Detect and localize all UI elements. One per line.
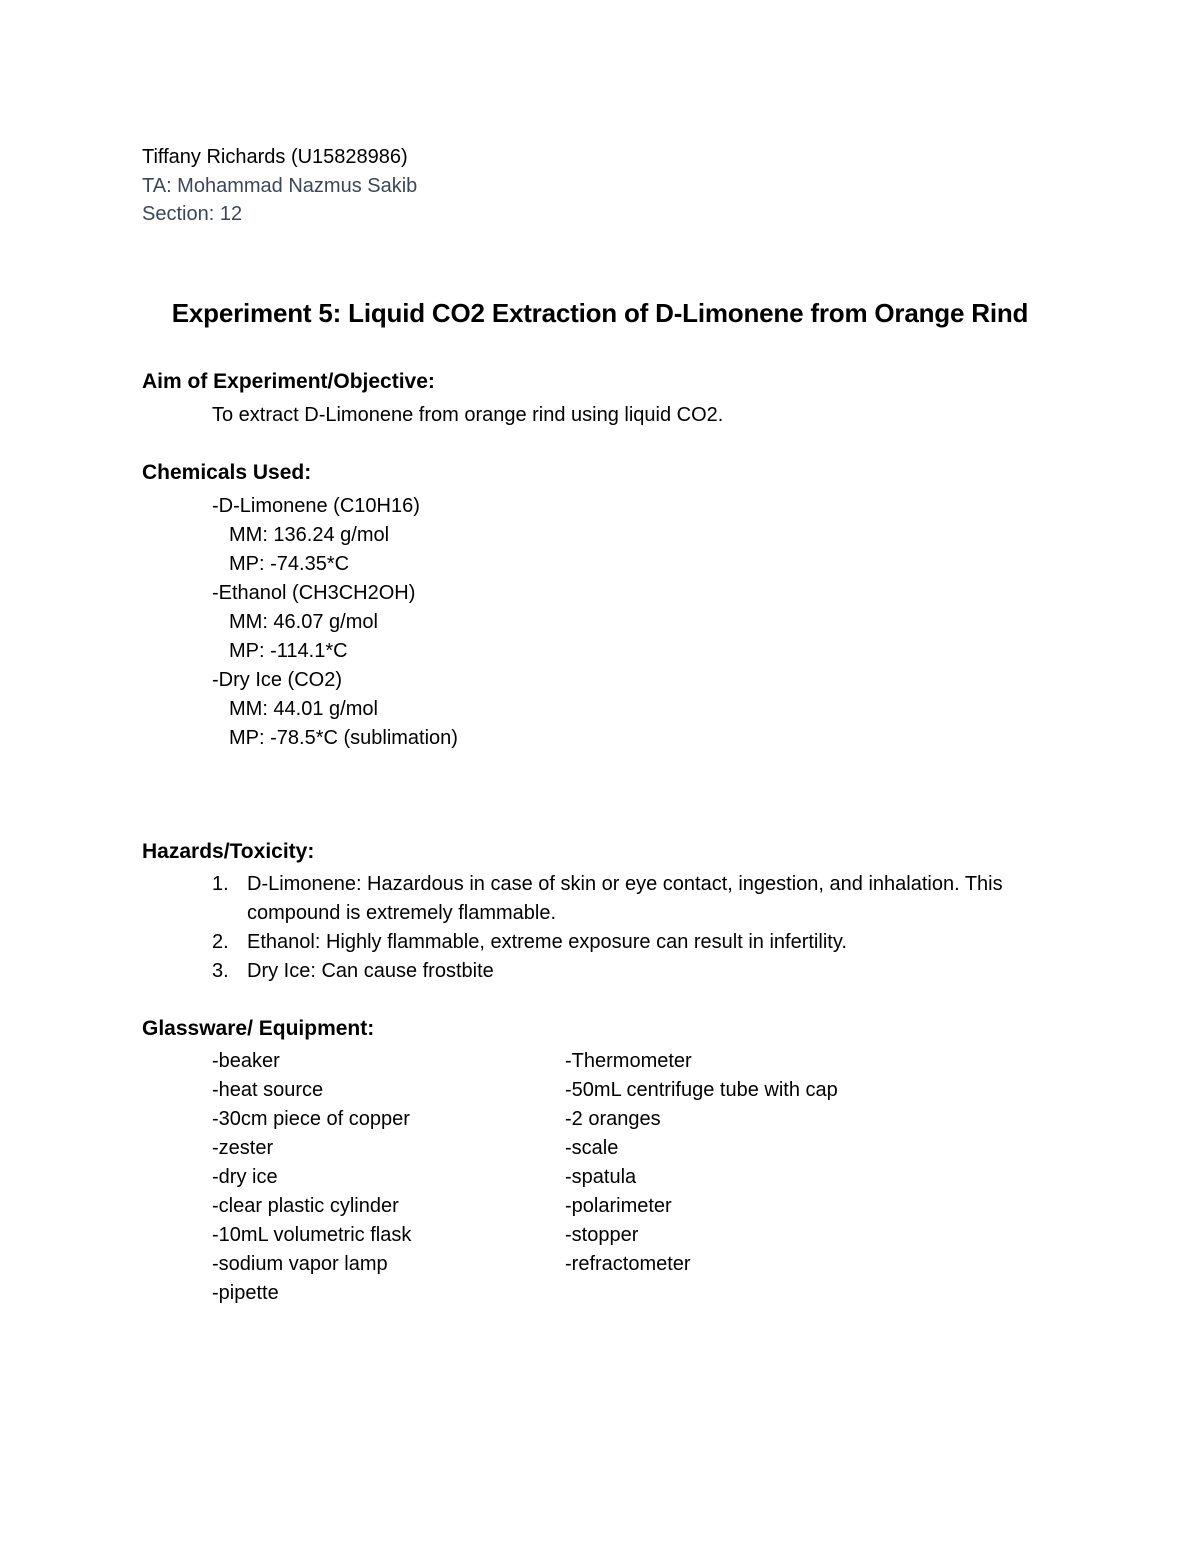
equipment-heading: Glassware/ Equipment: (142, 1017, 375, 1040)
equipment-item: -50mL centrifuge tube with cap (565, 1079, 838, 1101)
equipment-list-left (212, 1047, 411, 1308)
chemical-melting-point: MP: -78.5*C (sublimation) (229, 727, 458, 749)
hazard-item (212, 928, 1072, 957)
hazard-item (212, 870, 1072, 928)
equipment-item: -scale (565, 1137, 619, 1159)
equipment-list-right (565, 1047, 838, 1279)
chemical-name: -Ethanol (CH3CH2OH) (212, 582, 416, 604)
equipment-item: -30cm piece of copper (212, 1108, 410, 1130)
chemicals-heading: Chemicals Used: (142, 461, 312, 484)
header-block (142, 143, 417, 229)
equipment-item: -polarimeter (565, 1195, 672, 1217)
chemical-molar-mass: MM: 136.24 g/mol (229, 524, 390, 546)
equipment-item: -refractometer (565, 1253, 691, 1275)
chemical-molar-mass: MM: 46.07 g/mol (229, 611, 378, 633)
hazards-heading: Hazards/Toxicity: (142, 840, 315, 863)
equipment-item: -Thermometer (565, 1050, 692, 1072)
equipment-item: -10mL volumetric flask (212, 1224, 412, 1246)
chemical-name: -D-Limonene (C10H16) (212, 495, 420, 517)
equipment-item: -zester (212, 1137, 274, 1159)
equipment-item: -spatula (565, 1166, 637, 1188)
equipment-item: -beaker (212, 1050, 280, 1072)
equipment-item: -clear plastic cylinder (212, 1195, 399, 1217)
document-title: Experiment 5: Liquid CO2 Extraction of D-Limonene from Orange Rind (171, 298, 1029, 328)
chemical-molar-mass: MM: 44.01 g/mol (229, 698, 378, 720)
aim-heading: Aim of Experiment/Objective: (142, 370, 435, 393)
ta-name: TA: Mohammad Nazmus Sakib (142, 174, 418, 197)
hazard-text: Ethanol: Highly flammable, extreme exposure can result in infertility. (247, 931, 847, 953)
equipment-item: -pipette (212, 1282, 279, 1304)
equipment-item: -dry ice (212, 1166, 278, 1188)
hazard-number: 2. (212, 931, 229, 953)
hazards-list (212, 870, 1072, 986)
chemicals-list (212, 492, 458, 753)
equipment-item: -sodium vapor lamp (212, 1253, 388, 1275)
equipment-item: -heat source (212, 1079, 324, 1101)
hazard-text: D-Limonene: Hazardous in case of skin or eye contact, ingestion, and inhalation. This compound is extremely flammable. (247, 873, 1003, 924)
student-name: Tiffany Richards (U15828986) (142, 146, 408, 168)
hazard-text: Dry Ice: Can cause frostbite (247, 960, 494, 982)
hazard-number: 3. (212, 960, 229, 982)
hazard-item (212, 957, 1072, 986)
chemical-name: -Dry Ice (CO2) (212, 669, 342, 691)
chemical-melting-point: MP: -74.35*C (229, 553, 350, 575)
section-number: Section: 12 (142, 203, 243, 225)
hazard-number: 1. (212, 873, 229, 895)
aim-text: To extract D-Limonene from orange rind using liquid CO2. (212, 404, 724, 426)
equipment-item: -stopper (565, 1224, 639, 1246)
chemical-melting-point: MP: -114.1*C (229, 640, 348, 662)
equipment-item: -2 oranges (565, 1108, 661, 1130)
